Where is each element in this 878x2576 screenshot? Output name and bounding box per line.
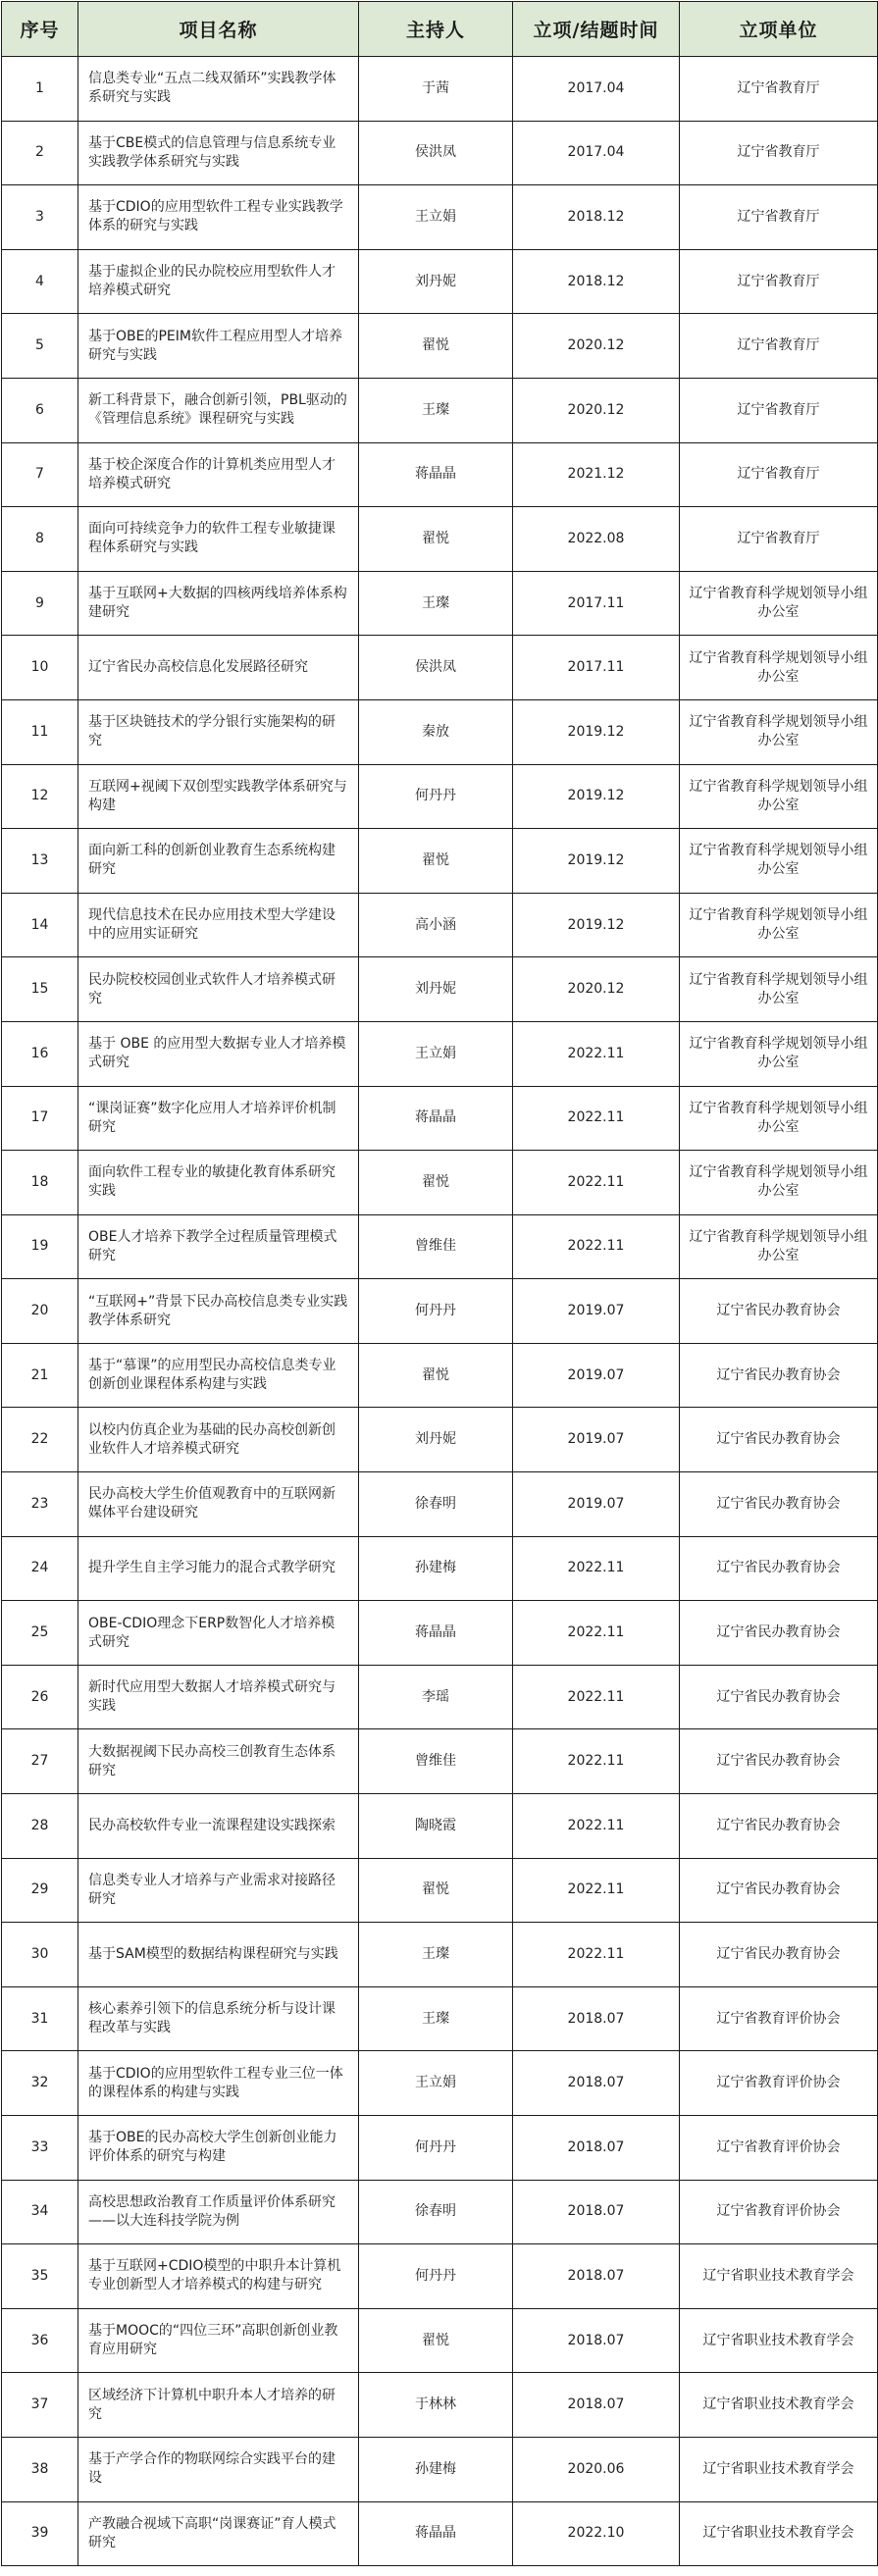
project-unit: 辽宁省民办教育协会 [680, 1794, 878, 1859]
host-name: 王立娟 [359, 185, 513, 250]
project-unit: 辽宁省民办教育协会 [680, 1729, 878, 1794]
host-name: 何丹丹 [359, 2116, 513, 2181]
table-body [2, 57, 878, 2566]
host-name: 蒋晶晶 [359, 1086, 513, 1151]
project-name: 基于MOOC的“四位三环”高职创新创业教育应用研究 [78, 2308, 359, 2373]
table-row [2, 1923, 878, 1987]
table-header [2, 2, 878, 57]
project-date: 2017.11 [513, 636, 680, 700]
table-row [2, 893, 878, 957]
project-name: 面向软件工程专业的敏捷化教育体系研究实践 [78, 1151, 359, 1215]
project-name: 互联网+视阈下双创型实践教学体系研究与构建 [78, 764, 359, 829]
host-name: 侯洪凤 [359, 636, 513, 700]
project-name: 区域经济下计算机中职升本人才培养的研究 [78, 2373, 359, 2438]
table-row [2, 57, 878, 122]
project-name: 基于CDIO的应用型软件工程专业三位一体的课程体系的构建与实践 [78, 2051, 359, 2116]
row-index: 7 [2, 442, 78, 507]
host-name: 何丹丹 [359, 764, 513, 829]
project-name: 基于OBE的PEIM软件工程应用型人才培养研究与实践 [78, 314, 359, 379]
table-row [2, 1858, 878, 1923]
row-index: 23 [2, 1472, 78, 1537]
project-unit: 辽宁省民办教育协会 [680, 1923, 878, 1987]
row-index: 14 [2, 893, 78, 957]
project-date: 2019.12 [513, 829, 680, 894]
project-name: 基于 OBE 的应用型大数据专业人才培养模式研究 [78, 1021, 359, 1086]
host-name: 王璨 [359, 1923, 513, 1987]
host-name: 刘丹妮 [359, 1408, 513, 1472]
host-name: 陶晓霞 [359, 1794, 513, 1859]
host-name: 高小涵 [359, 893, 513, 957]
row-index: 16 [2, 1021, 78, 1086]
project-date: 2020.06 [513, 2437, 680, 2501]
table-row [2, 1986, 878, 2051]
project-unit: 辽宁省教育厅 [680, 314, 878, 379]
project-date: 2018.07 [513, 2116, 680, 2181]
host-name: 蒋晶晶 [359, 1601, 513, 1666]
project-date: 2018.12 [513, 185, 680, 250]
host-name: 曾维佳 [359, 1729, 513, 1794]
row-index: 27 [2, 1729, 78, 1794]
project-name: OBE人才培养下教学全过程质量管理模式研究 [78, 1214, 359, 1279]
host-name: 王璨 [359, 378, 513, 442]
project-unit: 辽宁省教育评价协会 [680, 2180, 878, 2244]
project-date: 2018.12 [513, 249, 680, 314]
table-row [2, 507, 878, 572]
table-row [2, 1408, 878, 1472]
project-unit: 辽宁省民办教育协会 [680, 1665, 878, 1729]
table-row [2, 1151, 878, 1215]
table-row [2, 1343, 878, 1408]
row-index: 20 [2, 1279, 78, 1344]
row-index: 1 [2, 57, 78, 122]
project-unit: 辽宁省教育厅 [680, 185, 878, 250]
header-project-name: 项目名称 [78, 2, 359, 57]
project-date: 2017.04 [513, 121, 680, 185]
project-date: 2019.07 [513, 1408, 680, 1472]
project-unit: 辽宁省教育科学规划领导小组办公室 [680, 1021, 878, 1086]
header-unit: 立项单位 [680, 2, 878, 57]
row-index: 33 [2, 2116, 78, 2181]
project-date: 2019.12 [513, 764, 680, 829]
project-name: 面向新工科的创新创业教育生态系统构建研究 [78, 829, 359, 894]
row-index: 35 [2, 2244, 78, 2309]
row-index: 36 [2, 2308, 78, 2373]
project-date: 2019.07 [513, 1279, 680, 1344]
header-date: 立项/结题时间 [513, 2, 680, 57]
table-row [2, 2116, 878, 2181]
project-name: 辽宁省民办高校信息化发展路径研究 [78, 636, 359, 700]
project-date: 2018.07 [513, 2051, 680, 2116]
project-date: 2022.11 [513, 1214, 680, 1279]
project-unit: 辽宁省民办教育协会 [680, 1858, 878, 1923]
host-name: 徐春明 [359, 2180, 513, 2244]
project-unit: 辽宁省民办教育协会 [680, 1536, 878, 1601]
row-index: 39 [2, 2501, 78, 2566]
project-date: 2020.12 [513, 314, 680, 379]
project-name: 基于互联网+大数据的四核两线培养体系构建研究 [78, 571, 359, 636]
host-name: 孙建梅 [359, 1536, 513, 1601]
row-index: 15 [2, 957, 78, 1022]
row-index: 38 [2, 2437, 78, 2501]
project-name: 核心素养引领下的信息系统分析与设计课程改革与实践 [78, 1986, 359, 2051]
table-row [2, 1536, 878, 1601]
project-unit: 辽宁省职业技术教育学会 [680, 2437, 878, 2501]
project-name: 现代信息技术在民办应用技术型大学建设中的应用实证研究 [78, 893, 359, 957]
project-unit: 辽宁省民办教育协会 [680, 1601, 878, 1666]
project-date: 2018.07 [513, 2308, 680, 2373]
project-date: 2018.07 [513, 2373, 680, 2438]
project-date: 2019.07 [513, 1472, 680, 1537]
host-name: 孙建梅 [359, 2437, 513, 2501]
host-name: 刘丹妮 [359, 249, 513, 314]
row-index: 32 [2, 2051, 78, 2116]
table-row [2, 1665, 878, 1729]
project-unit: 辽宁省教育厅 [680, 378, 878, 442]
project-table [1, 1, 878, 2566]
row-index: 5 [2, 314, 78, 379]
host-name: 刘丹妮 [359, 957, 513, 1022]
host-name: 于林林 [359, 2373, 513, 2438]
project-unit: 辽宁省民办教育协会 [680, 1343, 878, 1408]
project-date: 2017.11 [513, 571, 680, 636]
host-name: 蒋晶晶 [359, 2501, 513, 2566]
table-row [2, 2308, 878, 2373]
project-date: 2022.11 [513, 1923, 680, 1987]
project-date: 2022.11 [513, 1086, 680, 1151]
project-unit: 辽宁省教育科学规划领导小组办公室 [680, 829, 878, 894]
row-index: 26 [2, 1665, 78, 1729]
project-unit: 辽宁省教育科学规划领导小组办公室 [680, 1086, 878, 1151]
project-date: 2019.12 [513, 893, 680, 957]
table-row [2, 121, 878, 185]
project-unit: 辽宁省民办教育协会 [680, 1279, 878, 1344]
project-name: 大数据视阈下民办高校三创教育生态体系研究 [78, 1729, 359, 1794]
row-index: 18 [2, 1151, 78, 1215]
project-name: 基于CDIO的应用型软件工程专业实践教学体系的研究与实践 [78, 185, 359, 250]
host-name: 王立娟 [359, 1021, 513, 1086]
project-date: 2022.08 [513, 507, 680, 572]
project-name: 提升学生自主学习能力的混合式教学研究 [78, 1536, 359, 1601]
row-index: 17 [2, 1086, 78, 1151]
host-name: 何丹丹 [359, 2244, 513, 2309]
project-unit: 辽宁省民办教育协会 [680, 1408, 878, 1472]
project-name: 产教融合视域下高职“岗课赛证”育人模式研究 [78, 2501, 359, 2566]
project-unit: 辽宁省教育厅 [680, 249, 878, 314]
table-row [2, 1214, 878, 1279]
project-unit: 辽宁省教育厅 [680, 507, 878, 572]
host-name: 翟悦 [359, 1343, 513, 1408]
project-name: 信息类专业人才培养与产业需求对接路径研究 [78, 1858, 359, 1923]
project-name: 基于产学合作的物联网综合实践平台的建设 [78, 2437, 359, 2501]
project-unit: 辽宁省职业技术教育学会 [680, 2501, 878, 2566]
project-name: “课岗证赛”数字化应用人才培养评价机制研究 [78, 1086, 359, 1151]
row-index: 25 [2, 1601, 78, 1666]
project-date: 2020.12 [513, 378, 680, 442]
project-unit: 辽宁省职业技术教育学会 [680, 2308, 878, 2373]
project-name: 高校思想政治教育工作质量评价体系研究——以大连科技学院为例 [78, 2180, 359, 2244]
table-row [2, 2180, 878, 2244]
project-date: 2022.11 [513, 1858, 680, 1923]
project-unit: 辽宁省教育科学规划领导小组办公室 [680, 957, 878, 1022]
host-name: 翟悦 [359, 829, 513, 894]
host-name: 翟悦 [359, 2308, 513, 2373]
project-name: 以校内仿真企业为基础的民办高校创新创业软件人才培养模式研究 [78, 1408, 359, 1472]
project-unit: 辽宁省教育科学规划领导小组办公室 [680, 1214, 878, 1279]
table-row [2, 2244, 878, 2309]
project-date: 2020.12 [513, 957, 680, 1022]
project-name: 基于校企深度合作的计算机类应用型人才培养模式研究 [78, 442, 359, 507]
project-date: 2022.11 [513, 1021, 680, 1086]
table-row [2, 1021, 878, 1086]
project-name: 基于“慕课”的应用型民办高校信息类专业创新创业课程体系构建与实践 [78, 1343, 359, 1408]
table-row [2, 699, 878, 764]
row-index: 6 [2, 378, 78, 442]
header-row [2, 2, 878, 57]
project-unit: 辽宁省教育科学规划领导小组办公室 [680, 893, 878, 957]
table-row [2, 1601, 878, 1666]
project-unit: 辽宁省教育厅 [680, 121, 878, 185]
project-date: 2022.11 [513, 1729, 680, 1794]
row-index: 3 [2, 185, 78, 250]
host-name: 曾维佳 [359, 1214, 513, 1279]
table-row [2, 442, 878, 507]
row-index: 21 [2, 1343, 78, 1408]
project-unit: 辽宁省教育科学规划领导小组办公室 [680, 571, 878, 636]
project-date: 2018.07 [513, 2180, 680, 2244]
table-row [2, 185, 878, 250]
project-unit: 辽宁省民办教育协会 [680, 1472, 878, 1537]
host-name: 王璨 [359, 571, 513, 636]
host-name: 秦放 [359, 699, 513, 764]
host-name: 徐春明 [359, 1472, 513, 1537]
table-row [2, 1472, 878, 1537]
table-row [2, 1279, 878, 1344]
row-index: 37 [2, 2373, 78, 2438]
project-name: 基于互联网+CDIO模型的中职升本计算机专业创新型人才培养模式的构建与研究 [78, 2244, 359, 2309]
project-name: 基于OBE的民办高校大学生创新创业能力评价体系的研究与构建 [78, 2116, 359, 2181]
row-index: 13 [2, 829, 78, 894]
host-name: 王璨 [359, 1986, 513, 2051]
header-index: 序号 [2, 2, 78, 57]
project-unit: 辽宁省教育科学规划领导小组办公室 [680, 699, 878, 764]
project-date: 2022.11 [513, 1794, 680, 1859]
project-name: 民办高校大学生价值观教育中的互联网新媒体平台建设研究 [78, 1472, 359, 1537]
table-row [2, 249, 878, 314]
header-host: 主持人 [359, 2, 513, 57]
table-row [2, 636, 878, 700]
project-name: 民办高校软件专业一流课程建设实践探索 [78, 1794, 359, 1859]
host-name: 王立娟 [359, 2051, 513, 2116]
project-unit: 辽宁省教育评价协会 [680, 2116, 878, 2181]
host-name: 翟悦 [359, 1151, 513, 1215]
host-name: 李瑶 [359, 1665, 513, 1729]
row-index: 11 [2, 699, 78, 764]
project-date: 2019.12 [513, 699, 680, 764]
project-unit: 辽宁省教育评价协会 [680, 1986, 878, 2051]
project-unit: 辽宁省教育科学规划领导小组办公室 [680, 636, 878, 700]
table-row [2, 1794, 878, 1859]
project-name: 基于CBE模式的信息管理与信息系统专业实践教学体系研究与实践 [78, 121, 359, 185]
host-name: 侯洪凤 [359, 121, 513, 185]
host-name: 何丹丹 [359, 1279, 513, 1344]
row-index: 19 [2, 1214, 78, 1279]
row-index: 10 [2, 636, 78, 700]
project-date: 2018.07 [513, 1986, 680, 2051]
project-date: 2021.12 [513, 442, 680, 507]
row-index: 2 [2, 121, 78, 185]
row-index: 34 [2, 2180, 78, 2244]
table-row [2, 957, 878, 1022]
table-row [2, 1729, 878, 1794]
project-name: OBE-CDIO理念下ERP数智化人才培养模式研究 [78, 1601, 359, 1666]
row-index: 12 [2, 764, 78, 829]
project-date: 2017.04 [513, 57, 680, 122]
row-index: 9 [2, 571, 78, 636]
table-row [2, 571, 878, 636]
project-date: 2022.11 [513, 1601, 680, 1666]
host-name: 翟悦 [359, 1858, 513, 1923]
project-unit: 辽宁省职业技术教育学会 [680, 2244, 878, 2309]
row-index: 4 [2, 249, 78, 314]
table-row [2, 314, 878, 379]
project-date: 2018.07 [513, 2244, 680, 2309]
project-unit: 辽宁省教育评价协会 [680, 2051, 878, 2116]
row-index: 28 [2, 1794, 78, 1859]
project-date: 2022.11 [513, 1536, 680, 1601]
project-unit: 辽宁省职业技术教育学会 [680, 2373, 878, 2438]
table-row [2, 378, 878, 442]
row-index: 24 [2, 1536, 78, 1601]
project-date: 2022.10 [513, 2501, 680, 2566]
row-index: 30 [2, 1923, 78, 1987]
project-name: “互联网+”背景下民办高校信息类专业实践教学体系研究 [78, 1279, 359, 1344]
project-name: 民办院校校园创业式软件人才培养模式研究 [78, 957, 359, 1022]
table-row [2, 829, 878, 894]
row-index: 8 [2, 507, 78, 572]
host-name: 于茜 [359, 57, 513, 122]
project-date: 2022.11 [513, 1665, 680, 1729]
table-row [2, 2373, 878, 2438]
host-name: 蒋晶晶 [359, 442, 513, 507]
project-name: 面向可持续竞争力的软件工程专业敏捷课程体系研究与实践 [78, 507, 359, 572]
host-name: 翟悦 [359, 314, 513, 379]
project-unit: 辽宁省教育厅 [680, 57, 878, 122]
project-unit: 辽宁省教育科学规划领导小组办公室 [680, 1151, 878, 1215]
row-index: 29 [2, 1858, 78, 1923]
table-row [2, 1086, 878, 1151]
project-name: 基于虚拟企业的民办院校应用型软件人才培养模式研究 [78, 249, 359, 314]
project-unit: 辽宁省教育科学规划领导小组办公室 [680, 764, 878, 829]
project-date: 2019.07 [513, 1343, 680, 1408]
project-name: 新时代应用型大数据人才培养模式研究与实践 [78, 1665, 359, 1729]
project-name: 新工科背景下，融合创新引领，PBL驱动的《管理信息系统》课程研究与实践 [78, 378, 359, 442]
project-name: 基于SAM模型的数据结构课程研究与实践 [78, 1923, 359, 1987]
project-date: 2022.11 [513, 1151, 680, 1215]
host-name: 翟悦 [359, 507, 513, 572]
project-name: 信息类专业“五点二线双循环”实践教学体系研究与实践 [78, 57, 359, 122]
row-index: 22 [2, 1408, 78, 1472]
table-row [2, 764, 878, 829]
row-index: 31 [2, 1986, 78, 2051]
project-name: 基于区块链技术的学分银行实施架构的研究 [78, 699, 359, 764]
table-row [2, 2437, 878, 2501]
table-row [2, 2501, 878, 2566]
project-unit: 辽宁省教育厅 [680, 442, 878, 507]
table-row [2, 2051, 878, 2116]
